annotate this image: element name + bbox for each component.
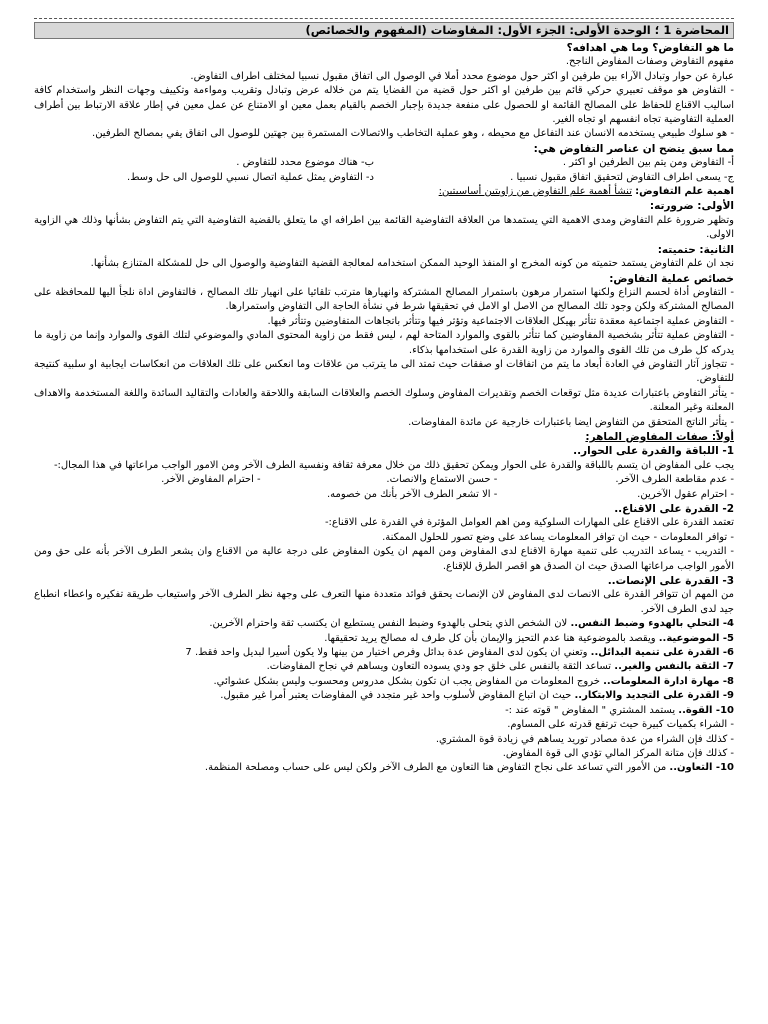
elements-heading: مما سبق يتضح ان عناصر التفاوض هي: bbox=[533, 142, 734, 155]
document-body bbox=[34, 41, 734, 776]
trait-text: من الأمور التي تساعد على نجاح التفاوض هنا التعاون مع الطرف الآخر ولكن ليس على حساب ومصلحة المنظمة. bbox=[204, 762, 670, 774]
definition-3: - هو سلوك طبيعي يستخدمه الانسان عند التفاعل مع محيطه ، وهو عملية التخاطب والاتصالات المستمرة بين جهتين للوصول الى اتفاق يفي بمصالح الطرفين. bbox=[92, 128, 734, 140]
power-item: - كذلك فإن متانة المركز المالي تؤدي الى قوة المفاوض. bbox=[502, 747, 734, 759]
intro-line: مفهوم التفاوض وصفات المفاوض الناجح. bbox=[565, 56, 734, 68]
trait-label: 9- القدرة على التجديد والابتكار.. bbox=[574, 690, 734, 702]
trait-1-item: - عدم مقاطعة الطرف الآخر. bbox=[615, 474, 734, 486]
elements-list bbox=[34, 156, 734, 185]
traits-heading: أولاً: صفات المفاوض الماهر: bbox=[585, 430, 734, 443]
definition-1: عبارة عن حوار وتبادل الآراء بين طرفين او اكثر حول موضوع محدد أملا في الوصول الى اتفاق مقبول نسبيا لمختلف اطراف التفاوض. bbox=[190, 70, 734, 82]
power-item: - كذلك فإن الشراء من عدة مصادر توريد يساهم في زيادة قوة المشتري. bbox=[435, 733, 734, 745]
element-item: ج- يسعى اطراف التفاوض لتحقيق اتفاق مقبول نسبيا . bbox=[510, 171, 734, 183]
element-item: د- التفاوض يمثل عملية اتصال نسبي للوصول الى حل وسط. bbox=[127, 171, 374, 183]
trait-3-text: من المهم ان تتوافر القدرة على الانصات لدى المفاوض لان الإنصات يحقق فوائد متعددة منها التعرف على وجهة نظر الطرف الآخر واستيعاب طريقة تفكيره واعطاء انطباع جيد لدى الطرف الآخر. bbox=[34, 589, 734, 615]
trait-2-line: - توافر المعلومات - حيث ان توافر المعلومات يساعد على وضع تصور للحلول الممكنة. bbox=[382, 531, 734, 543]
trait-numbered bbox=[34, 646, 734, 660]
first-angle-heading: الأولى: ضرورته: bbox=[649, 200, 734, 213]
document-page bbox=[34, 18, 734, 1013]
trait-numbered bbox=[34, 617, 734, 631]
trait-1-item: - حسن الاستماع والانصات. bbox=[386, 474, 498, 486]
trait-1-item: - احترام المفاوض الآخر. bbox=[161, 474, 261, 486]
trait-text: ويقصد بالموضوعية هنا عدم التحيز والإيمان بأن كل طرف له مصالح يريد تحقيقها. bbox=[324, 632, 659, 644]
trait-3-heading: 3- القدرة على الإنصات.. bbox=[607, 575, 734, 588]
feature-item: - التفاوض عملية تتأثر بشخصية المفاوضين كما تتأثر بالقوى والموارد المتاحة لهم ، ليس فقط من زاوية المحتوى المادي والموضوعي لتلك القوى والموارد وإنما من زاوية ما يدركه كل طرف من تلك القوى والموارد من زاوية القدرة على استخدامها بذكاء. bbox=[34, 330, 734, 356]
page-title: المحاضرة 1 ؛ الوحدة الأولى: الجزء الأول: المفاوضات (المفهوم والخصائص) bbox=[34, 22, 734, 39]
second-angle-text: نجد ان علم التفاوض يستمد حتميته من كونه المخرج او المنفذ الوحيد الممكن استخدامه لمعالجة القضية التفاوضية والوصول الى حل للمشكلة المتنازع بشأنها. bbox=[90, 258, 734, 270]
trait-label: 6- القدرة على تنمية البدائل.. bbox=[590, 647, 734, 659]
trait-2-heading: 2- القدرة على الاقناع.. bbox=[614, 503, 734, 515]
trait-label: 4- التحلي بالهدوء وضبط النفس.. bbox=[570, 618, 734, 630]
trait-label: 5- الموضوعية.. bbox=[658, 632, 734, 644]
feature-item: - يتأثر التفاوض باعتبارات عديدة مثل توقعات الخصم وتقديرات المفاوض وسلوك الخصم والعلاقات السابقة واللاحقة والعادات والتقاليد السائدة واللغة المستخدمة والاهداف المعلنة وغير المعلنة. bbox=[34, 387, 734, 414]
trait-1-text: يجب على المفاوض ان يتسم باللباقة والقدرة على الحوار ويمكن تحقيق ذلك من خلال معرفة ثقافة ونفسية الطرف الآخر ومن الامور الواجب مراعاتها في هذا المجال:- bbox=[53, 459, 734, 471]
trait-2-line: - التدريب - يساعد التدريب على تنمية مهارة الاقناع لدى المفاوض ومن المهم ان يكون المفاوض على درجة عالية من الاقناع وان يشعر الطرف الآخر بأنه على حق ومن الأمور الواجب مراعاتها الصدق حيث ان الصدق هو اقصر الطرق للإقناع. bbox=[34, 546, 734, 572]
feature-item: - التفاوض عملية اجتماعية معقدة تتأثر بهيكل العلاقات الاجتماعية وتؤثر فيها وتتأثر باتجاهات المتفاوضين وتتأثر فيها. bbox=[267, 315, 734, 327]
feature-item: - تتجاوز آثار التفاوض في العادة أبعاد ما يتم من اتفاقات او صفقات حيث تمتد الى ما يترتب من علاقات وما انعكس على تلك العلاقات من انعكاسات ايجابية او سلبية كنتيجة للتفاوض. bbox=[34, 358, 734, 385]
trait-label: 10- القوة.. bbox=[678, 704, 734, 716]
trait-cooperation bbox=[34, 761, 734, 775]
trait-numbered bbox=[34, 660, 734, 674]
definition-2: - التفاوض هو موقف تعبيري حركي قائم بين طرفين او اكثر حول قضية من القضايا يتم من خلاله عرض وتبادل وتقريب ومواءمة وتكييف وجهات النظر واستخدام كافة اساليب الاقناع للحفاظ على المصالح القائمة او للحصول على منفعة جديدة بإجبار الخصم بالقيام بعمل معين او الامتناع عن عمل معين في إطار علاقة الارتباط بين أطراف العملية التفاوضية تجاه انفسهم او تجاه الغير. bbox=[34, 85, 734, 126]
trait-numbered bbox=[34, 689, 734, 703]
trait-text: تساعد الثقة بالنفس على خلق جو ودي يسوده التعاون ويساهم في نجاح المفاوضات. bbox=[266, 661, 615, 673]
trait-numbered bbox=[34, 632, 734, 646]
features-heading: خصائص عملية التفاوض: bbox=[609, 272, 734, 285]
element-item: ب- هناك موضوع محدد للتفاوض . bbox=[236, 157, 374, 169]
first-angle-text: وتظهر ضرورة علم التفاوض ومدى الاهمية التي يستمدها من العلاقة التفاوضية القائمة بين اطرافه اي ما يتعلق بالقضية التفاوضية التي يتم التفاوض بشأنها وذلك هي الزاوية الاولى. bbox=[34, 214, 734, 241]
second-angle-heading: الثانية: حتميته: bbox=[657, 243, 734, 256]
trait-text: وتعني ان يكون لدى المفاوض عدة بدائل وفرص اختيار من بينها ولا يكون أسيرا لبديل واحد فقط. 7 bbox=[185, 647, 591, 659]
trait-label: 10- التعاون.. bbox=[669, 762, 734, 774]
importance-line bbox=[34, 185, 734, 199]
question-heading: ما هو التفاوض؟ وما هي اهدافه؟ bbox=[566, 42, 734, 54]
feature-item: - يتأثر الناتج المتحقق من التفاوض ايضا باعتبارات خارجية عن مائدة المفاوضات. bbox=[408, 416, 734, 428]
trait-2-line: تعتمد القدرة على الاقناع على المهارات السلوكية ومن اهم العوامل المؤثرة في القدرة على الاقناع:- bbox=[324, 517, 734, 529]
top-divider bbox=[34, 18, 734, 19]
power-item: - الشراء بكميات كبيرة حيث ترتفع قدرته على المساوم. bbox=[507, 719, 734, 731]
trait-text: لان الشخص الذي يتحلى بالهدوء وضبط النفس يستطيع ان يكتسب ثقة واحترام الآخرين. bbox=[209, 618, 571, 630]
trait-text: يستمد المشتري " المفاوض " قوته عند :- bbox=[505, 704, 679, 716]
trait-text: حيث ان اتباع المفاوض لأسلوب واحد غير متجدد في المفاوضات يعتبر أمرا غير مقبول. bbox=[220, 690, 575, 702]
trait-text: خروج المعلومات من المفاوض يجب ان تكون بشكل مدروس ومحسوب وليس بشكل عشوائي. bbox=[213, 675, 604, 687]
trait-label: 8- مهارة ادارة المعلومات.. bbox=[603, 675, 734, 687]
trait-numbered bbox=[34, 704, 734, 718]
trait-1-heading: 1- اللباقة والقدرة على الحوار.. bbox=[573, 445, 734, 458]
importance-text: تنشأ أهمية علم التفاوض من زاويتين أساسيتين: bbox=[438, 186, 632, 198]
importance-label: اهمية علم التفاوض: bbox=[635, 186, 734, 198]
trait-numbered bbox=[34, 675, 734, 689]
element-item: أ- التفاوض ومن يتم بين الطرفين او اكثر . bbox=[562, 157, 734, 169]
feature-item: - التفاوض أداة لحسم النزاع ولكنها استمرار مرهون باستمرار المصالح المشتركة وانهيارها مترتب تلقائيا على انهيار تلك المصالح ، فالتفاوض اداة نلجأ اليها للمحافظة على المصالح المشتركة ولكن وجود تلك المصالح من الاصل او الامل في تحقيقها شرط في نشأة الحاجة الى التفاوض واستمرارها. bbox=[34, 286, 734, 313]
trait-1-item: - احترام عقول الآخرين. bbox=[637, 488, 734, 500]
trait-label: 7- الثقة بالنفس والغير.. bbox=[614, 661, 734, 673]
trait-1-item: - الا تشعر الطرف الآخر بأنك من خصومه. bbox=[326, 488, 498, 500]
trait-1-list bbox=[34, 473, 734, 502]
